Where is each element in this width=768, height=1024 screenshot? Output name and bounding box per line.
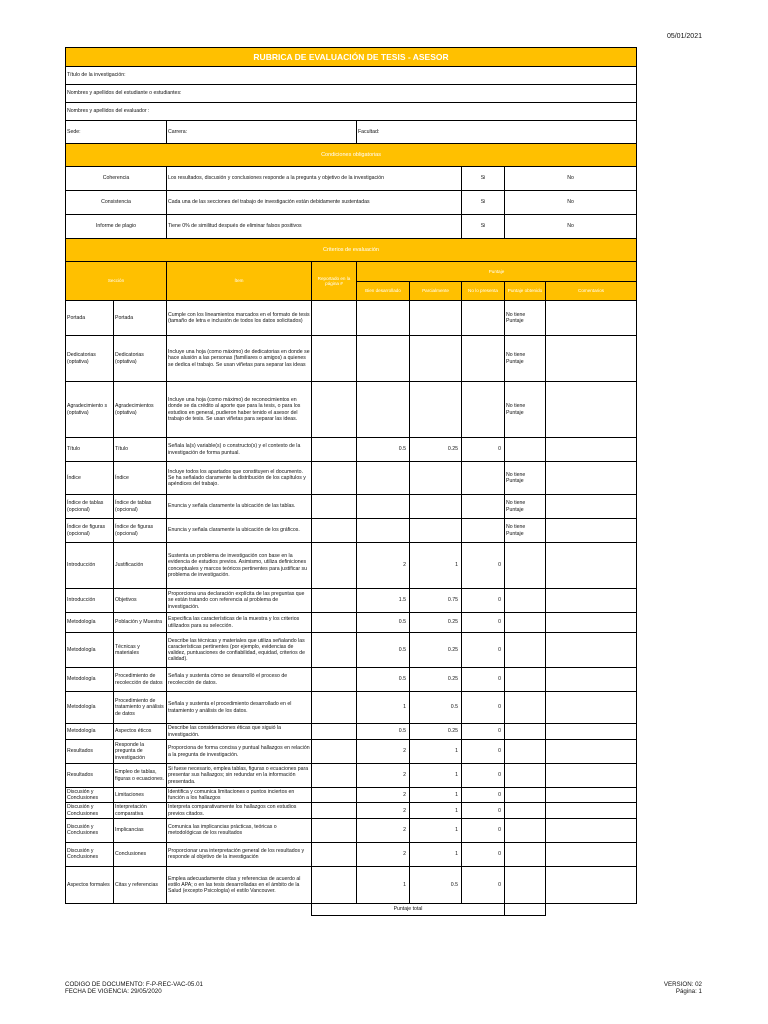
criteria-row <box>66 589 637 613</box>
page-cell[interactable] <box>312 724 357 740</box>
criteria-row <box>66 438 637 462</box>
criteria-item: Índice <box>114 462 167 495</box>
criteria-row <box>66 462 637 495</box>
score-partial: 1 <box>410 818 462 842</box>
criteria-description: Describe las consideraciones éticas que siguió la investigación. <box>167 724 312 740</box>
score-absent: 0 <box>462 788 505 803</box>
footer-left <box>65 981 203 995</box>
mandatory-desc: Los resultados, discusión y conclusiones responde a la pregunta y objetivo de la investigación <box>167 167 462 191</box>
page-cell[interactable] <box>312 818 357 842</box>
score-partial <box>410 495 462 519</box>
score-absent: 0 <box>462 543 505 589</box>
score-absent <box>462 462 505 495</box>
score-well: 0.5 <box>357 668 410 692</box>
comments-cell[interactable] <box>546 818 637 842</box>
comments-cell[interactable] <box>546 668 637 692</box>
total-value[interactable] <box>505 903 546 915</box>
score-well: 2 <box>357 740 410 764</box>
score-obtained[interactable] <box>505 764 546 788</box>
score-obtained[interactable] <box>505 613 546 633</box>
comments-cell[interactable] <box>546 543 637 589</box>
score-partial <box>410 382 462 438</box>
score-absent: 0 <box>462 818 505 842</box>
score-partial <box>410 519 462 543</box>
criteria-item: Agradecimientos (optativa) <box>114 382 167 438</box>
score-obtained[interactable] <box>505 668 546 692</box>
mandatory-no[interactable]: No <box>505 191 637 215</box>
page-cell[interactable] <box>312 866 357 903</box>
rubric-table <box>65 47 637 916</box>
criteria-row <box>66 842 637 866</box>
mandatory-yes[interactable]: Si <box>462 167 505 191</box>
score-well <box>357 495 410 519</box>
criteria-section: Portada <box>66 301 114 336</box>
score-partial: 1 <box>410 788 462 803</box>
criteria-description: Incluye todos los apartados que constituyen el documento. Se ha señalado claramente la distribución de los capítulos y apéndices del trabajo. <box>167 462 312 495</box>
criteria-item: Citas y referencias <box>114 866 167 903</box>
criteria-description: Cumple con los lineamientos marcados en el formato de tesis (tamaño de letra e inclusión de todos los datos solicitados) <box>167 301 312 336</box>
criteria-row <box>66 336 637 382</box>
criteria-section: Discusión y Conclusiones <box>66 803 114 818</box>
score-well: 0.5 <box>357 724 410 740</box>
page-cell[interactable] <box>312 764 357 788</box>
criteria-item: Empleo de tablas, figuras o ecuaciones. <box>114 764 167 788</box>
criteria-row <box>66 495 637 519</box>
page-cell[interactable] <box>312 740 357 764</box>
criteria-section: Metodología <box>66 692 114 724</box>
mandatory-name: Coherencia <box>66 167 167 191</box>
criteria-row <box>66 613 637 633</box>
criteria-item: Objetivos <box>114 589 167 613</box>
criteria-row <box>66 803 637 818</box>
score-partial: 0.5 <box>410 692 462 724</box>
col-page: Reportado en la página # <box>312 262 357 301</box>
score-well <box>357 462 410 495</box>
score-absent: 0 <box>462 692 505 724</box>
comments-cell[interactable] <box>546 803 637 818</box>
score-well: 2 <box>357 764 410 788</box>
carrera-field[interactable]: Carrera: <box>167 121 357 144</box>
criteria-section: Metodología <box>66 668 114 692</box>
criteria-item: Población y Muestra <box>114 613 167 633</box>
mandatory-desc: Tiene 0% de similitud después de eliminar falsos positivos <box>167 215 462 239</box>
criteria-item: Técnicas y materiales <box>114 633 167 668</box>
criteria-description: Identifica y comunica limitaciones o puntos inciertos en función a los hallazgos <box>167 788 312 803</box>
criteria-item: Dedicatorias (optativa) <box>114 336 167 382</box>
score-partial: 0.25 <box>410 668 462 692</box>
criteria-row <box>66 633 637 668</box>
score-obtained[interactable]: No tiene Puntaje <box>505 462 546 495</box>
criteria-item: Título <box>114 438 167 462</box>
comments-cell[interactable] <box>546 613 637 633</box>
score-obtained[interactable] <box>505 788 546 803</box>
mandatory-yes[interactable]: Si <box>462 191 505 215</box>
score-obtained[interactable]: No tiene Puntaje <box>505 301 546 336</box>
criteria-description: Describe las técnicas y materiales que utiliza señalando las características pertinentes (por ejemplo, evidencias de validez, puntuaciones de confiabilidad, equidad, criterios de calidad). <box>167 633 312 668</box>
comments-cell[interactable] <box>546 842 637 866</box>
page-cell[interactable] <box>312 495 357 519</box>
score-absent: 0 <box>462 668 505 692</box>
score-well: 2 <box>357 842 410 866</box>
col-well: Bien desarrollado <box>357 282 410 301</box>
score-obtained[interactable] <box>505 438 546 462</box>
criteria-section: Discusión y Conclusiones <box>66 788 114 803</box>
criteria-section: Índice de figuras (opcional) <box>66 519 114 543</box>
criteria-section: Metodología <box>66 633 114 668</box>
score-partial <box>410 301 462 336</box>
score-absent: 0 <box>462 866 505 903</box>
col-item: Ítem <box>167 262 312 301</box>
criteria-row <box>66 692 637 724</box>
criteria-section: Agradecimiento s (optativa) <box>66 382 114 438</box>
score-absent: 0 <box>462 842 505 866</box>
criteria-row <box>66 382 637 438</box>
score-well: 1.5 <box>357 589 410 613</box>
comments-cell[interactable] <box>546 301 637 336</box>
score-obtained[interactable] <box>505 589 546 613</box>
students-field[interactable]: Nombres y apellidos del estudiante o estudiantes: <box>66 85 637 103</box>
total-label: Puntaje total <box>312 903 505 915</box>
comments-cell[interactable] <box>546 336 637 382</box>
comments-cell[interactable] <box>546 633 637 668</box>
evaluator-field[interactable]: Nombres y apellidos del evaluador : <box>66 103 637 121</box>
score-obtained[interactable] <box>505 633 546 668</box>
score-obtained[interactable] <box>505 724 546 740</box>
criteria-section: Discusión y Conclusiones <box>66 818 114 842</box>
comments-cell[interactable] <box>546 866 637 903</box>
criteria-description: Enuncia y señala claramente la ubicación de los gráficos. <box>167 519 312 543</box>
score-absent <box>462 336 505 382</box>
score-obtained[interactable]: No tiene Puntaje <box>505 495 546 519</box>
score-well <box>357 519 410 543</box>
score-obtained[interactable]: No tiene Puntaje <box>505 382 546 438</box>
criteria-item: Procedimiento de recolección de datos <box>114 668 167 692</box>
score-partial: 1 <box>410 543 462 589</box>
score-obtained[interactable] <box>505 543 546 589</box>
criteria-description: Especifica las características de la muestra y los criterios utilizados para su selección. <box>167 613 312 633</box>
criteria-heading: Criterios de evaluación <box>66 239 637 262</box>
criteria-item: Portada <box>114 301 167 336</box>
criteria-item: Implicancias <box>114 818 167 842</box>
score-partial: 1 <box>410 842 462 866</box>
mandatory-no[interactable]: No <box>505 167 637 191</box>
mandatory-heading: Condiciones obligatorias <box>66 144 637 167</box>
page-cell[interactable] <box>312 336 357 382</box>
page-cell[interactable] <box>312 462 357 495</box>
page-cell[interactable] <box>312 692 357 724</box>
page-cell[interactable] <box>312 519 357 543</box>
score-absent <box>462 519 505 543</box>
criteria-section: Metodología <box>66 724 114 740</box>
comments-cell[interactable] <box>546 589 637 613</box>
facultad-field[interactable]: Facultad: <box>357 121 637 144</box>
col-absent: No lo presenta <box>462 282 505 301</box>
mandatory-no[interactable]: No <box>505 215 637 239</box>
criteria-section: Título <box>66 438 114 462</box>
criteria-row <box>66 818 637 842</box>
score-partial: 0.25 <box>410 438 462 462</box>
page-cell[interactable] <box>312 668 357 692</box>
score-obtained[interactable] <box>505 866 546 903</box>
criteria-description: Si fuese necesario, emplea tablas, figuras o ecuaciones para presentar sus hallazgos; sin redundar en la información presentada. <box>167 764 312 788</box>
criteria-row <box>66 543 637 589</box>
criteria-description: Incluye una hoja (como máximo) de dedicatorias en donde se hace alusión a las personas (familiares o amigos) a quienes se dedica el trabajo. Se usan viñetas para separar las ideas <box>167 336 312 382</box>
criteria-section: Introducción <box>66 543 114 589</box>
score-absent <box>462 382 505 438</box>
criteria-section: Resultados <box>66 764 114 788</box>
mandatory-yes[interactable]: Si <box>462 215 505 239</box>
comments-cell[interactable] <box>546 438 637 462</box>
score-absent: 0 <box>462 764 505 788</box>
comments-cell[interactable] <box>546 740 637 764</box>
page-cell[interactable] <box>312 589 357 613</box>
criteria-item: Conclusiones <box>114 842 167 866</box>
mandatory-name: Consistencia <box>66 191 167 215</box>
score-well: 2 <box>357 788 410 803</box>
criteria-item: Aspectos éticos <box>114 724 167 740</box>
comments-cell[interactable] <box>546 788 637 803</box>
criteria-section: Resultados <box>66 740 114 764</box>
score-well: 0.5 <box>357 613 410 633</box>
criteria-row <box>66 740 637 764</box>
score-partial: 1 <box>410 803 462 818</box>
criteria-description: Señala y sustenta el procedimiento desarrollado en el tratamiento y análisis de los datos. <box>167 692 312 724</box>
score-absent: 0 <box>462 633 505 668</box>
score-absent: 0 <box>462 589 505 613</box>
criteria-section: Introducción <box>66 589 114 613</box>
score-well: 0.5 <box>357 438 410 462</box>
criteria-description: Proporcionar una interpretación general de los resultados y responde al objetivo de la investigación <box>167 842 312 866</box>
score-absent: 0 <box>462 803 505 818</box>
criteria-row <box>66 519 637 543</box>
score-obtained[interactable] <box>505 818 546 842</box>
page-cell[interactable] <box>312 613 357 633</box>
criteria-item: Índice de figuras (opcional) <box>114 519 167 543</box>
criteria-description: Incluye una hoja (como máximo) de reconocimientos en donde se da crédito al aporte que para la tesis, o para los estudios en general, pudieron haber tenido el asesor del trabajo de tesis. Se usan viñetas para separar las ideas. <box>167 382 312 438</box>
score-partial: 0.5 <box>410 866 462 903</box>
document-code: CODIGO DE DOCUMENTO: F-P-REC-VAC-05.01 <box>65 981 203 988</box>
criteria-description: Interpreta comparativamente los hallazgos con estudios previos citados. <box>167 803 312 818</box>
col-obtained: Puntaje obtenido <box>505 282 546 301</box>
criteria-description: Enuncia y señala claramente la ubicación de las tablas. <box>167 495 312 519</box>
criteria-item: Responde la pregunta de investigación <box>114 740 167 764</box>
score-partial: 0.25 <box>410 613 462 633</box>
page-cell[interactable] <box>312 382 357 438</box>
criteria-section: Metodología <box>66 613 114 633</box>
criteria-item: Procedimiento de tratamiento y análisis de datos <box>114 692 167 724</box>
page-number: Página: 1 <box>675 988 702 996</box>
criteria-description: Sustenta un problema de investigación con base en la evidencia de estudios previos. Asimismo, utiliza definiciones conceptuales y marcos teóricos pertinentes para justificar su problema de investigación. <box>167 543 312 589</box>
validity-date: FECHA DE VIGENCIA: 29/05/2020 <box>65 988 162 996</box>
footer-right <box>664 981 702 995</box>
document-version: VERSION: 02 <box>663 981 702 988</box>
page-cell[interactable] <box>312 301 357 336</box>
score-obtained[interactable] <box>505 803 546 818</box>
criteria-description: Proporciona de forma concisa y puntual hallazgos en relación a la pregunta de investigación. <box>167 740 312 764</box>
criteria-section: Dedicatorias (optativa) <box>66 336 114 382</box>
total-row <box>66 903 637 915</box>
score-obtained[interactable] <box>505 842 546 866</box>
criteria-row <box>66 724 637 740</box>
score-absent: 0 <box>462 613 505 633</box>
score-well <box>357 336 410 382</box>
criteria-description: Emplea adecuadamente citas y referencias de acuerdo al estilo APA; o en las tesis desarrolladas en el ámbito de la Salud (excepto Psicología) el estilo Vancouver. <box>167 866 312 903</box>
comments-cell[interactable] <box>546 462 637 495</box>
criteria-section: Discusión y Conclusiones <box>66 842 114 866</box>
score-partial: 0.25 <box>410 724 462 740</box>
criteria-row <box>66 764 637 788</box>
score-obtained[interactable]: No tiene Puntaje <box>505 519 546 543</box>
criteria-item: Índice de tablas (opcional) <box>114 495 167 519</box>
score-partial <box>410 462 462 495</box>
score-well: 1 <box>357 866 410 903</box>
sede-field[interactable]: Sede: <box>66 121 167 144</box>
criteria-section: Índice <box>66 462 114 495</box>
score-partial <box>410 336 462 382</box>
mandatory-desc: Cada una de las secciones del trabajo de investigación están debidamente sustentadas <box>167 191 462 215</box>
score-obtained[interactable]: No tiene Puntaje <box>505 336 546 382</box>
score-well: 0.5 <box>357 633 410 668</box>
page-cell[interactable] <box>312 633 357 668</box>
rubric-title: RUBRICA DE EVALUACIÓN DE TESIS - ASESOR <box>66 48 637 67</box>
score-obtained[interactable] <box>505 692 546 724</box>
score-absent <box>462 495 505 519</box>
score-well <box>357 382 410 438</box>
thesis-title-field[interactable]: Título de la investigación: <box>66 67 637 85</box>
criteria-description: Proporciona una declaración explícita de las preguntas que se están tratando con referencia al problema de investigación. <box>167 589 312 613</box>
score-well: 2 <box>357 803 410 818</box>
col-partial: Parcialmente <box>410 282 462 301</box>
score-absent: 0 <box>462 724 505 740</box>
col-score: Puntaje <box>357 262 637 282</box>
score-partial: 1 <box>410 740 462 764</box>
criteria-section: Aspectos formales <box>66 866 114 903</box>
score-well: 2 <box>357 543 410 589</box>
page-cell[interactable] <box>312 788 357 803</box>
page-cell[interactable] <box>312 803 357 818</box>
score-well: 2 <box>357 818 410 842</box>
page-cell[interactable] <box>312 543 357 589</box>
document-date: 05/01/2021 <box>666 33 702 40</box>
score-absent: 0 <box>462 740 505 764</box>
comments-cell[interactable] <box>546 519 637 543</box>
col-comments: Comentarios <box>546 282 637 301</box>
criteria-item: Limitaciones <box>114 788 167 803</box>
score-well <box>357 301 410 336</box>
score-partial: 0.75 <box>410 589 462 613</box>
score-obtained[interactable] <box>505 740 546 764</box>
comments-cell[interactable] <box>546 724 637 740</box>
score-absent <box>462 301 505 336</box>
comments-cell[interactable] <box>546 495 637 519</box>
criteria-section: Índice de tablas (opcional) <box>66 495 114 519</box>
criteria-description: Señala la(s) variable(s) o constructo(s) y el contexto de la investigación de forma puntual. <box>167 438 312 462</box>
comments-cell[interactable] <box>546 764 637 788</box>
score-partial: 0.25 <box>410 633 462 668</box>
page-cell[interactable] <box>312 438 357 462</box>
criteria-row <box>66 788 637 803</box>
comments-cell[interactable] <box>546 382 637 438</box>
criteria-description: Comunica las implicancias prácticas, teóricas o metodológicas de los resultados <box>167 818 312 842</box>
comments-cell[interactable] <box>546 692 637 724</box>
page-cell[interactable] <box>312 842 357 866</box>
criteria-row <box>66 668 637 692</box>
score-partial: 1 <box>410 764 462 788</box>
score-well: 1 <box>357 692 410 724</box>
mandatory-name: Informe de plagio <box>66 215 167 239</box>
criteria-item: Interpretación comparativa <box>114 803 167 818</box>
score-absent: 0 <box>462 438 505 462</box>
criteria-row <box>66 301 637 336</box>
criteria-row <box>66 866 637 903</box>
criteria-description: Señala y sustenta cómo se desarrolló el proceso de recolección de datos. <box>167 668 312 692</box>
col-section: Sección <box>66 262 167 301</box>
criteria-item: Justificación <box>114 543 167 589</box>
